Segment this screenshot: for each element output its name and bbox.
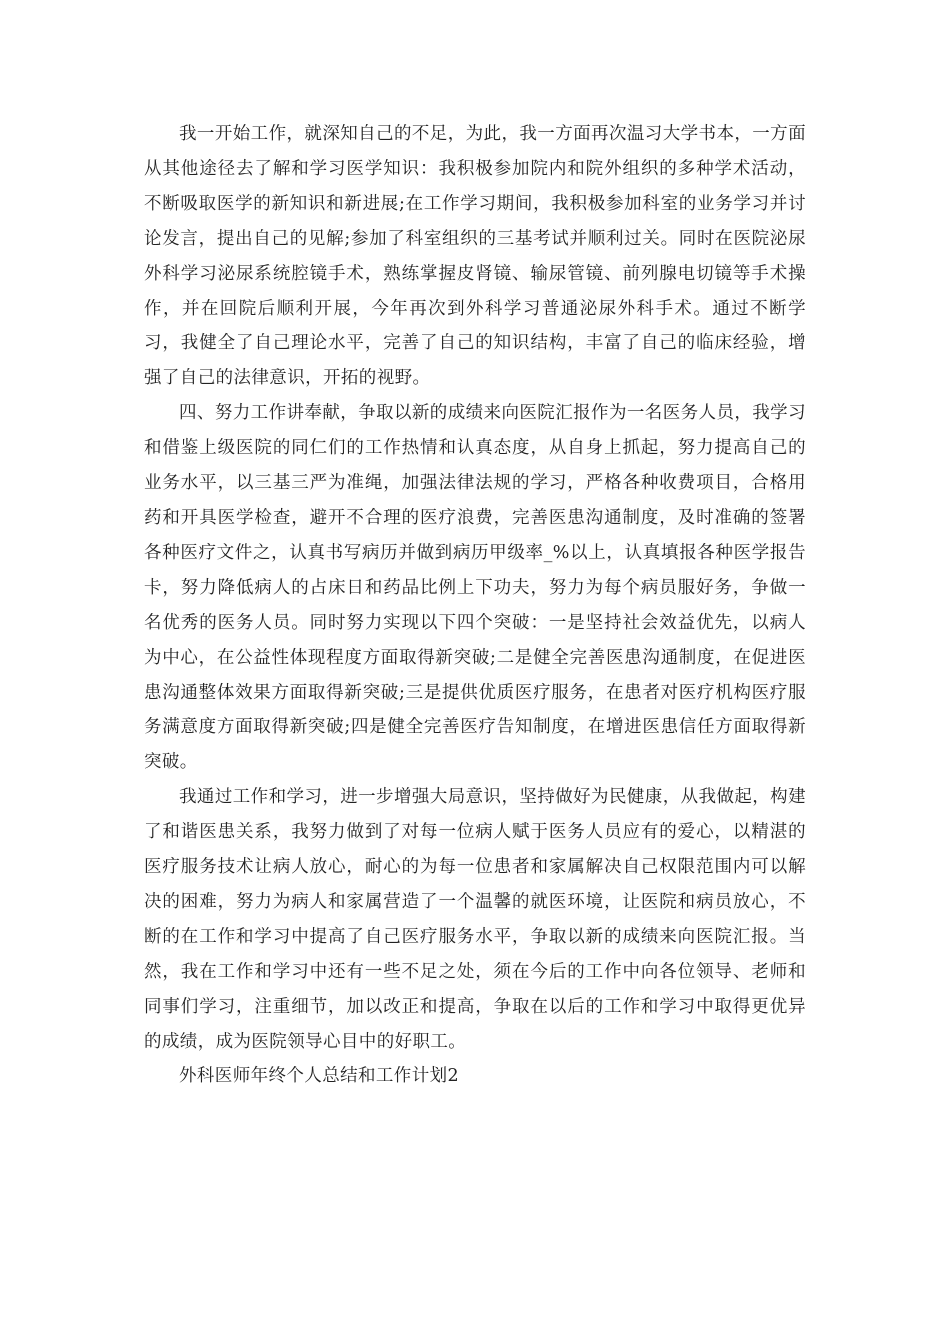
section-title: 外科医师年终个人总结和工作计划2 (179, 1066, 460, 1087)
paragraph-summary: 我通过工作和学习，进一步增强大局意识，坚持做好为民健康，从我做起，构建了和谐医患关系，我努力做到了对每一位病人赋于医务人员应有的爱心，以精湛的医疗服务技术让病人放心，耐心的为每一位患者和家属解决自己权限范围内可以解决的困难，努力为病人和家属营造了一个温馨的就医环境，让医院和病员放心，不断的在工作和学习中提高了自己医疗服务水平，争取以新的成绩来向医院汇报。当然，我在工作和学习中还有一些不足之处，须在今后的工作中向各位领导、老师和同事们学习，注重细节，加以改正和提高，争取在以后的工作和学习中取得更优异的成绩，成为医院领导心目中的好职工。 (144, 787, 806, 1052)
document-body (144, 117, 806, 1094)
paragraph-learning: 我一开始工作，就深知自己的不足，为此，我一方面再次温习大学书本，一方面从其他途径去了解和学习医学知识：我积极参加院内和院外组织的多种学术活动，不断吸取医学的新知识和新进展;在工作学习期间，我积极参加科室的业务学习并讨论发言，提出自己的见解;参加了科室组织的三基考试并顺利过关。同时在医院泌尿外科学习泌尿系统腔镜手术，熟练掌握皮肾镜、输尿管镜、前列腺电切镜等手术操作，并在回院后顺利开展，今年再次到外科学习普通泌尿外科手术。通过不断学习，我健全了自己理论水平，完善了自己的知识结构，丰富了自己的临床经验，增强了自己的法律意识，开拓的视野。 (144, 124, 806, 389)
paragraph-dedication: 四、努力工作讲奉献，争取以新的成绩来向医院汇报作为一名医务人员，我学习和借鉴上级医院的同仁们的工作热情和认真态度，从自身上抓起，努力提高自己的业务水平，以三基三严为准绳，加强法律法规的学习，严格各种收费项目，合格用药和开具医学检查，避开不合理的医疗浪费，完善医患沟通制度，及时准确的签署各种医疗文件之，认真书写病历并做到病历甲级率_%以上，认真填报各种医学报告卡，努力降低病人的占床日和药品比例上下功夫，努力为每个病员服好务，争做一名优秀的医务人员。同时努力实现以下四个突破：一是坚持社会效益优先，以病人为中心，在公益性体现程度方面取得新突破;二是健全完善医患沟通制度，在促进医患沟通整体效果方面取得新突破;三是提供优质医疗服务，在患者对医疗机构医疗服务满意度方面取得新突破;四是健全完善医疗告知制度，在增进医患信任方面取得新突破。 (144, 403, 806, 773)
